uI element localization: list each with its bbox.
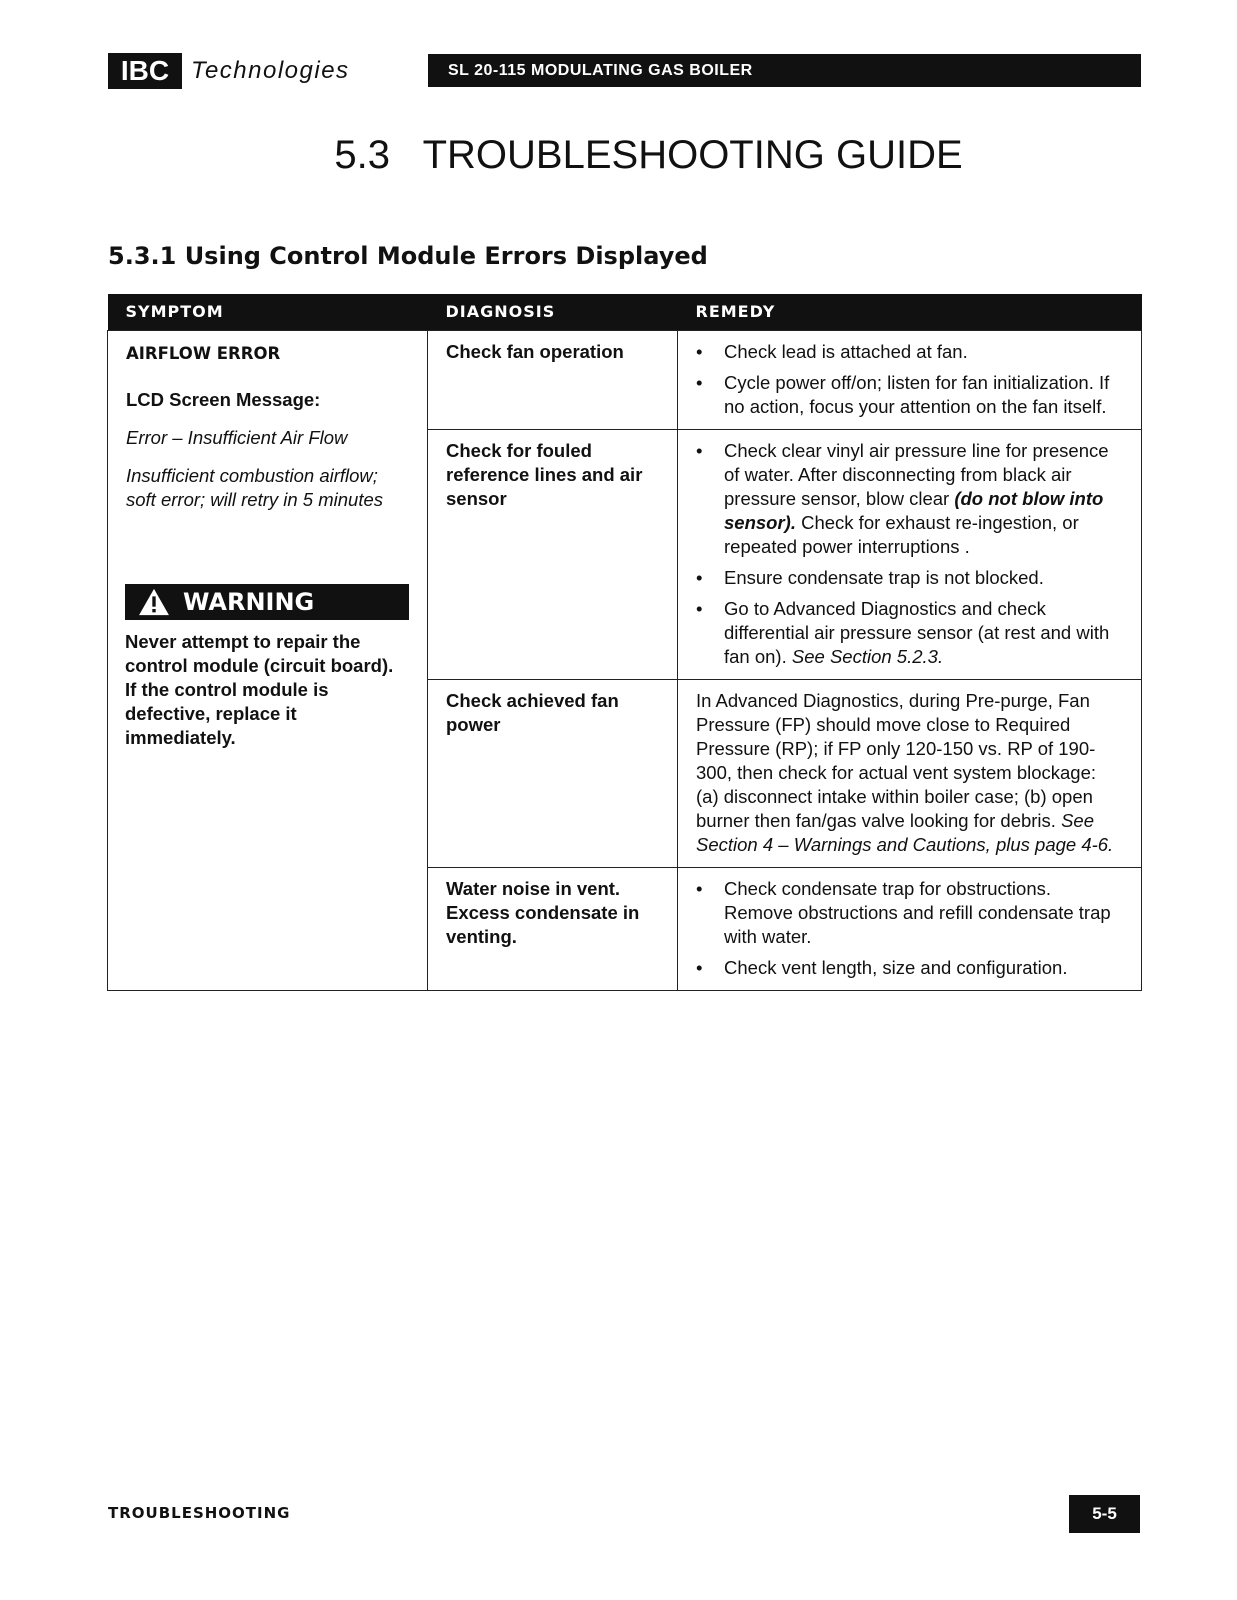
- section-title: 5.3.1 Using Control Module Errors Displayed: [108, 242, 708, 270]
- remedy-bullet: • Cycle power off/on; listen for fan initialization. If no action, focus your attention on the fan itself.: [696, 372, 1110, 417]
- page-title: 5.3 TROUBLESHOOTING GUIDE: [334, 133, 963, 177]
- diagnosis-cell: Check for fouled reference lines and air sensor: [428, 430, 678, 680]
- remedy-cell: [678, 868, 1142, 991]
- remedy-cell: [678, 430, 1142, 680]
- logo-mark: IBC: [108, 53, 182, 89]
- troubleshooting-table: [107, 294, 1142, 991]
- remedy-cell: [678, 680, 1142, 868]
- warning-text: Never attempt to repair the control module (circuit board). If the control module is defective, replace it immediately.: [125, 631, 394, 748]
- symptom-cell: [108, 331, 428, 991]
- remedy-bullet: • Check lead is attached at fan.: [696, 341, 968, 362]
- diagnosis-cell: Check achieved fan power: [428, 680, 678, 868]
- lcd-message: Error – Insufficient Air Flow: [126, 427, 348, 448]
- remedy-bullet: • Go to Advanced Diagnostics and check differential air pressure sensor (at rest and with fan on). See Section 5.2.3.: [696, 598, 1110, 667]
- remedy-bullet: • Check condensate trap for obstructions. Remove obstructions and refill condensate trap with water.: [696, 878, 1111, 947]
- remedy-text: In Advanced Diagnostics, during Pre-purge, Fan Pressure (FP) should move close to Required Pressure (RP); if FP only 120-150 vs. RP of 190-300, then check for actual vent system blockage: (a) disconnect intake within boiler case; (b) open burner then fan/gas valve looking for debris.: [696, 690, 1097, 831]
- lcd-label: LCD Screen Message:: [126, 389, 321, 410]
- diagnosis-cell: Check fan operation: [428, 331, 678, 430]
- symptom-description: Insufficient combustion airflow; soft error; will retry in 5 minutes: [126, 465, 384, 510]
- remedy-bullet: • Ensure condensate trap is not blocked.: [696, 567, 1044, 588]
- footer-section-label: TROUBLESHOOTING: [108, 1504, 291, 1522]
- document-title-bar: SL 20-115 MODULATING GAS BOILER: [428, 54, 1141, 87]
- remedy-bullet: • Check clear vinyl air pressure line for presence of water. After disconnecting from black air pressure sensor, blow clear (do not blow into sensor). Check for exhaust re-ingestion, or repeated power interruptions .: [696, 440, 1109, 557]
- table-header-row: [108, 294, 1142, 331]
- remedy-reference: See Section 4 – Warnings and Cautions, plus page 4-6.: [696, 810, 1114, 855]
- table-row: [108, 331, 1142, 430]
- page-number: 5-5: [1069, 1495, 1140, 1533]
- warning-triangle-icon: [137, 588, 171, 616]
- header-remedy: REMEDY: [678, 294, 1142, 331]
- header-diagnosis: DIAGNOSIS: [428, 294, 678, 331]
- warning-banner: [125, 584, 409, 620]
- diagnosis-cell: Water noise in vent. Excess condensate in venting.: [428, 868, 678, 991]
- ibc-logo: [108, 53, 350, 89]
- warning-label: WARNING: [183, 588, 315, 616]
- symptom-title: AIRFLOW ERROR: [126, 344, 281, 363]
- logo-text: Technologies: [191, 57, 350, 84]
- header-symptom: SYMPTOM: [108, 294, 428, 331]
- remedy-cell: [678, 331, 1142, 430]
- remedy-bullet: • Check vent length, size and configuration.: [696, 957, 1068, 978]
